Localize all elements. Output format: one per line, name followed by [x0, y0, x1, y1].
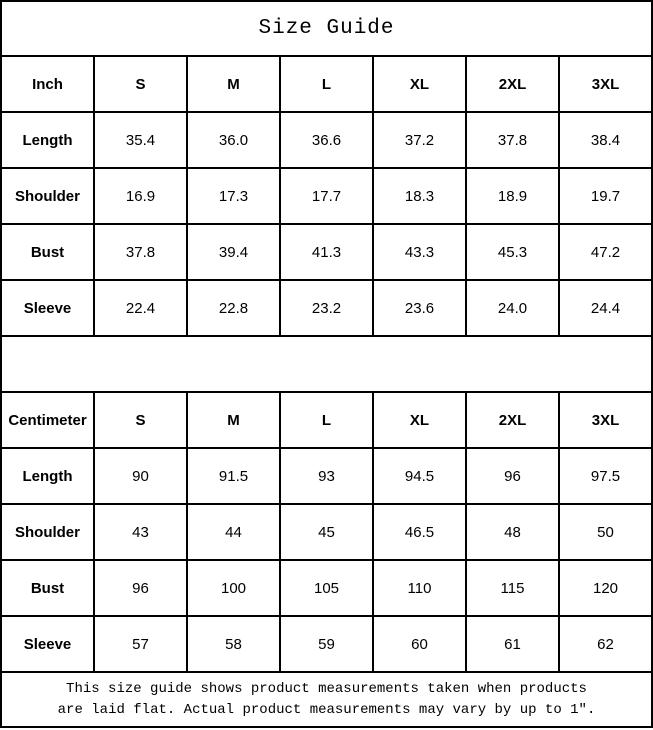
cell-value: 41.3	[280, 224, 373, 280]
size-header-l: L	[280, 56, 373, 112]
inch-length-row	[1, 112, 652, 168]
cell-value: 18.9	[466, 168, 559, 224]
cm-bust-row	[1, 560, 652, 616]
cell-value: 110	[373, 560, 466, 616]
cell-value: 19.7	[559, 168, 652, 224]
cell-value: 23.6	[373, 280, 466, 336]
cell-value: 100	[187, 560, 280, 616]
cell-value: 59	[280, 616, 373, 672]
cell-value: 37.8	[466, 112, 559, 168]
cell-value: 37.8	[94, 224, 187, 280]
cell-value: 16.9	[94, 168, 187, 224]
cell-value: 61	[466, 616, 559, 672]
size-header-m: M	[187, 56, 280, 112]
footer-row	[1, 672, 652, 727]
cell-value: 17.7	[280, 168, 373, 224]
cell-value: 47.2	[559, 224, 652, 280]
row-label: Shoulder	[1, 168, 94, 224]
size-header-xl: XL	[373, 392, 466, 448]
cell-value: 91.5	[187, 448, 280, 504]
row-label: Shoulder	[1, 504, 94, 560]
size-header-2xl: 2XL	[466, 56, 559, 112]
cell-value: 62	[559, 616, 652, 672]
inch-header-row	[1, 56, 652, 112]
footer-note-line1: This size guide shows product measurements taken when products	[66, 680, 587, 697]
inch-unit-header: Inch	[1, 56, 94, 112]
cell-value: 94.5	[373, 448, 466, 504]
cm-unit-header: Centimeter	[1, 392, 94, 448]
row-label: Length	[1, 112, 94, 168]
cell-value: 18.3	[373, 168, 466, 224]
cell-value: 37.2	[373, 112, 466, 168]
cell-value: 44	[187, 504, 280, 560]
cell-value: 48	[466, 504, 559, 560]
cm-sleeve-row	[1, 616, 652, 672]
cell-value: 35.4	[94, 112, 187, 168]
cell-value: 36.6	[280, 112, 373, 168]
cell-value: 105	[280, 560, 373, 616]
row-label: Bust	[1, 560, 94, 616]
inch-sleeve-row	[1, 280, 652, 336]
cell-value: 96	[94, 560, 187, 616]
size-header-xl: XL	[373, 56, 466, 112]
footer-note-line2: are laid flat. Actual product measurements may vary by up to 1″.	[57, 701, 596, 718]
cell-value: 43	[94, 504, 187, 560]
cell-value: 46.5	[373, 504, 466, 560]
cell-value: 50	[559, 504, 652, 560]
size-header-m: M	[187, 392, 280, 448]
cell-value: 60	[373, 616, 466, 672]
cell-value: 45	[280, 504, 373, 560]
size-header-s: S	[94, 392, 187, 448]
size-header-l: L	[280, 392, 373, 448]
size-header-3xl: 3XL	[559, 56, 652, 112]
row-label: Bust	[1, 224, 94, 280]
cm-header-row	[1, 392, 652, 448]
cell-value: 90	[94, 448, 187, 504]
page-title: Size Guide	[1, 1, 652, 56]
title-row	[1, 1, 652, 56]
cell-value: 43.3	[373, 224, 466, 280]
cm-length-row	[1, 448, 652, 504]
cell-value: 39.4	[187, 224, 280, 280]
cell-value: 97.5	[559, 448, 652, 504]
row-label: Sleeve	[1, 280, 94, 336]
cell-value: 17.3	[187, 168, 280, 224]
inch-shoulder-row	[1, 168, 652, 224]
cm-shoulder-row	[1, 504, 652, 560]
size-header-s: S	[94, 56, 187, 112]
cell-value: 45.3	[466, 224, 559, 280]
cell-value: 24.4	[559, 280, 652, 336]
size-header-3xl: 3XL	[559, 392, 652, 448]
cell-value: 96	[466, 448, 559, 504]
row-label: Length	[1, 448, 94, 504]
footer-note	[1, 672, 652, 727]
cell-value: 115	[466, 560, 559, 616]
cell-value: 93	[280, 448, 373, 504]
row-label: Sleeve	[1, 616, 94, 672]
cell-value: 36.0	[187, 112, 280, 168]
cell-value: 22.8	[187, 280, 280, 336]
cell-value: 120	[559, 560, 652, 616]
size-header-2xl: 2XL	[466, 392, 559, 448]
cell-value: 58	[187, 616, 280, 672]
inch-bust-row	[1, 224, 652, 280]
spacer-row	[1, 336, 652, 392]
cell-value: 24.0	[466, 280, 559, 336]
cell-value: 38.4	[559, 112, 652, 168]
cell-value: 23.2	[280, 280, 373, 336]
cell-value: 22.4	[94, 280, 187, 336]
spacer-cell	[1, 336, 652, 392]
cell-value: 57	[94, 616, 187, 672]
